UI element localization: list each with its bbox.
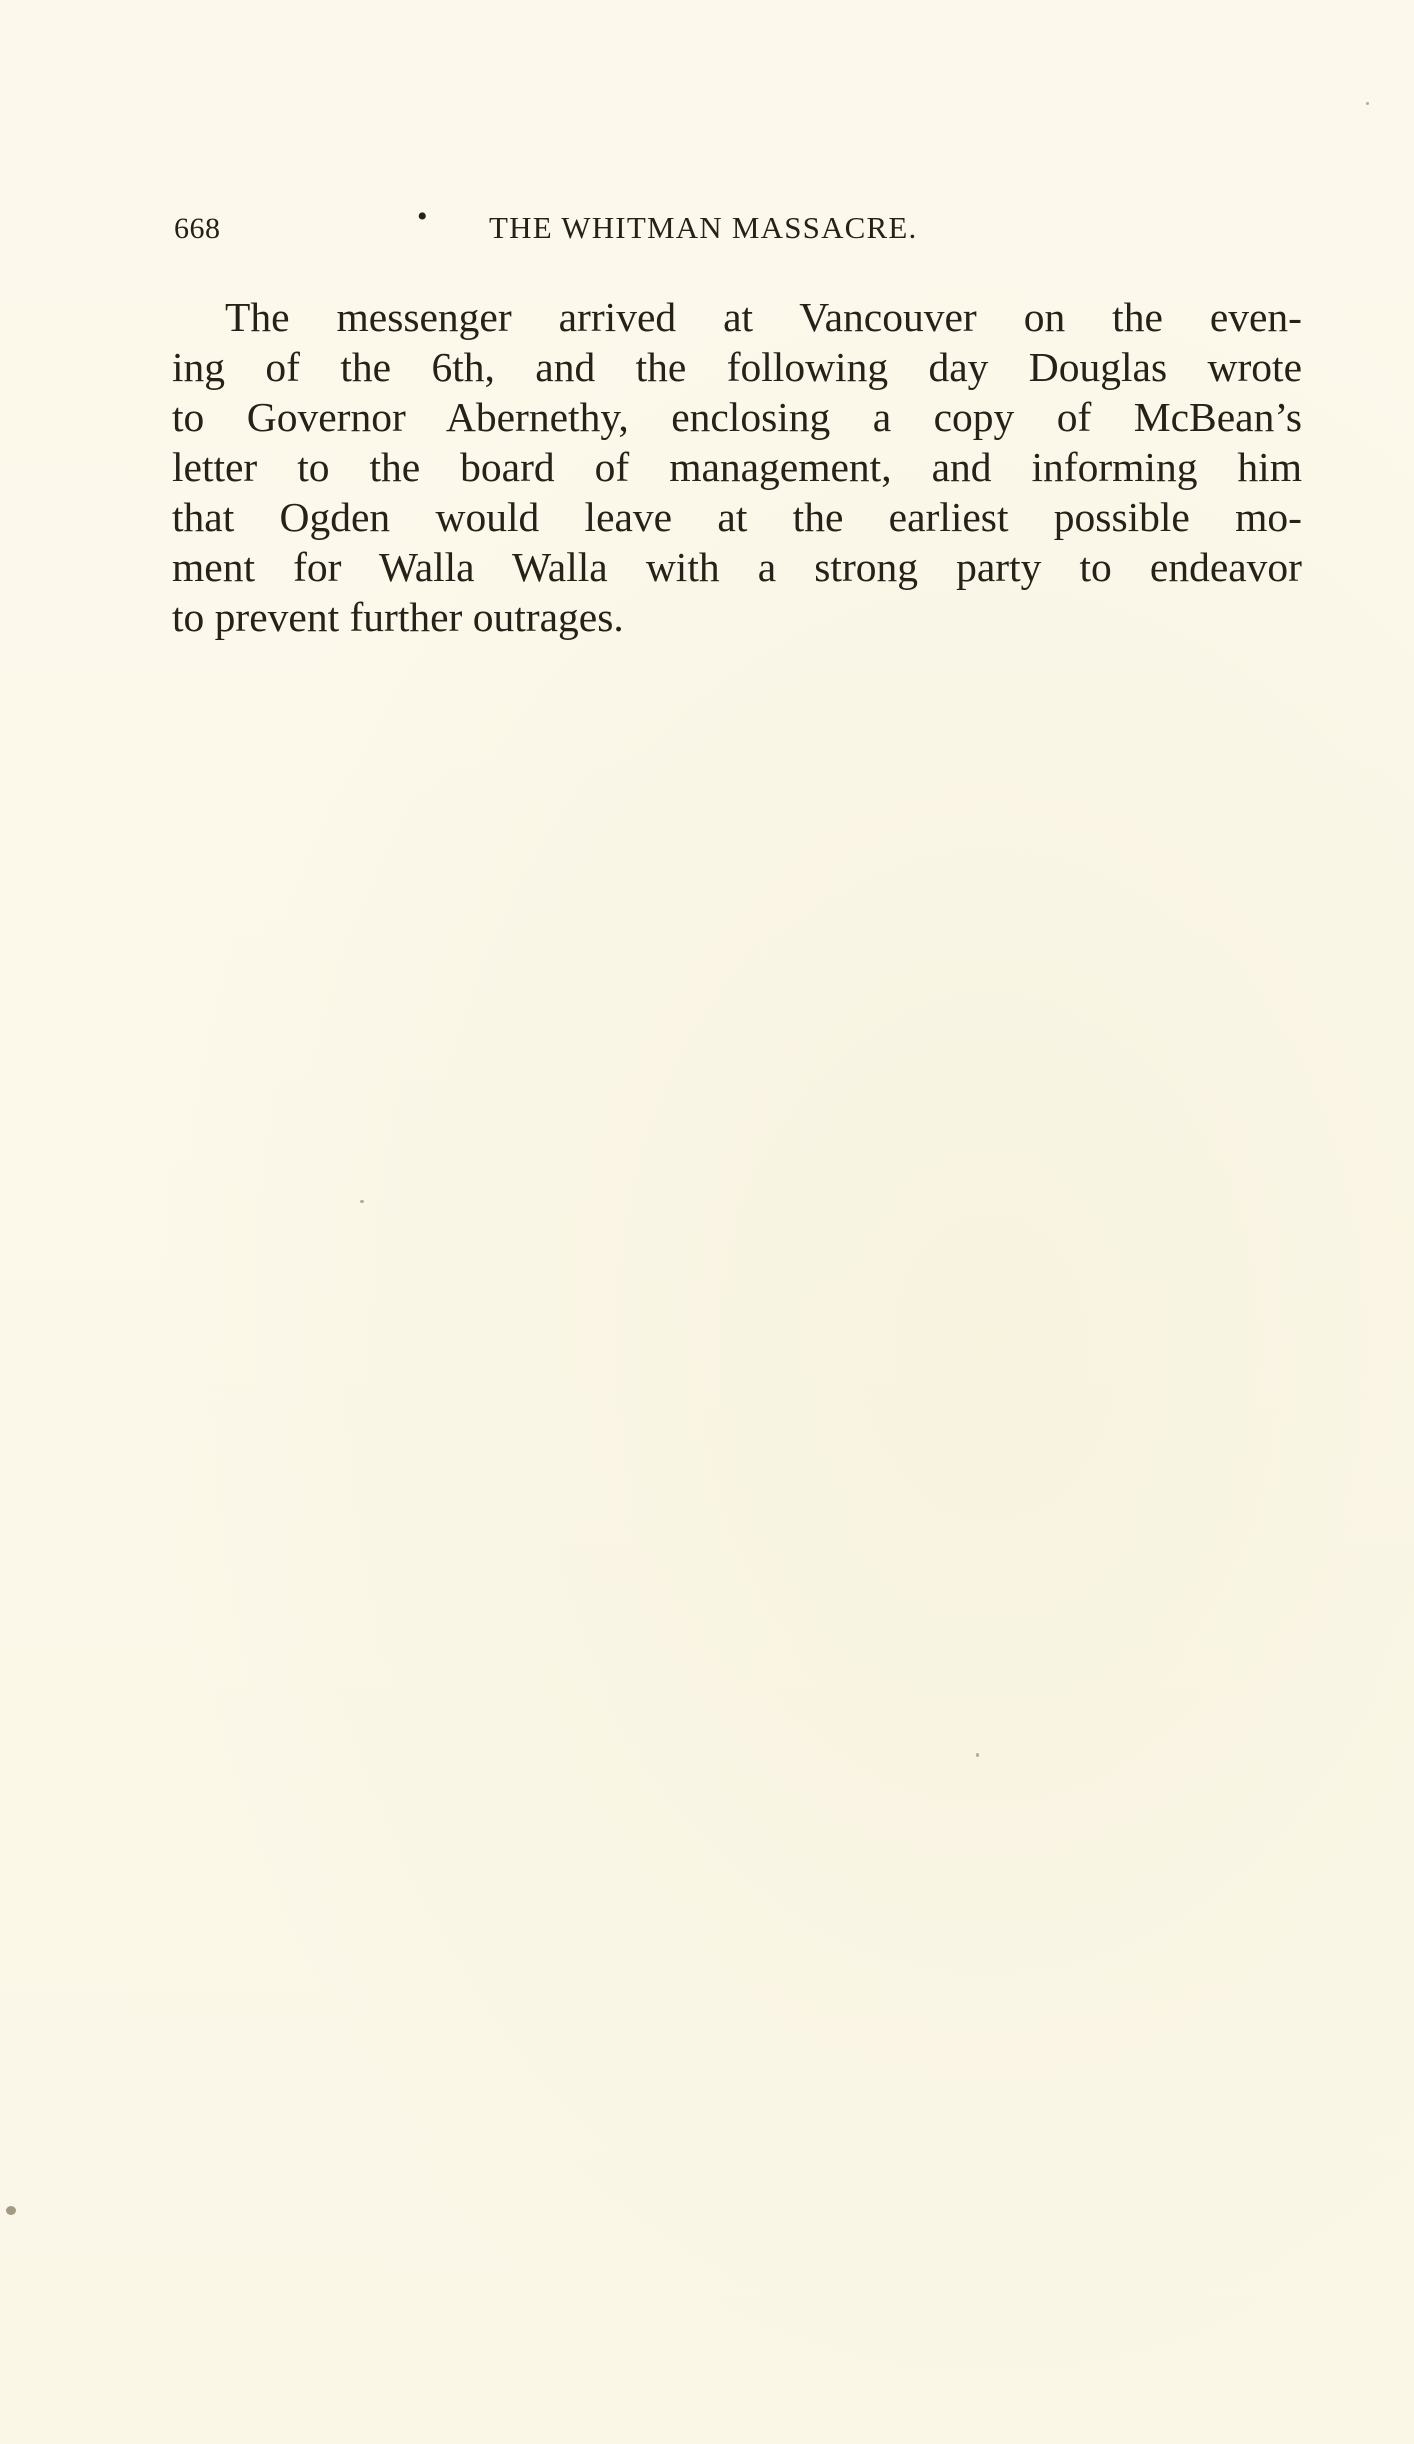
text-line: to prevent further outrages. <box>172 594 624 640</box>
running-head <box>174 200 1044 252</box>
paper-speck <box>1366 102 1369 105</box>
text-line: ment for Walla Walla with a strong party to endeavor <box>172 544 1302 590</box>
page-number: 668 <box>174 212 221 245</box>
paper-speck <box>6 2206 16 2215</box>
text-line: to Governor Abernethy, enclosing a copy of McBean’s <box>172 394 1302 440</box>
text-line: ing of the 6th, and the following day Douglas wrote <box>172 344 1302 390</box>
paragraph <box>172 292 1302 642</box>
paper-speck <box>360 1200 364 1203</box>
text-line: letter to the board of management, and informing him <box>172 444 1302 490</box>
text-line: that Ogden would leave at the earliest possible mo- <box>172 494 1302 540</box>
running-title: THE WHITMAN MASSACRE. <box>489 210 918 245</box>
header-dot: • <box>417 200 428 233</box>
paper-speck <box>976 1753 979 1757</box>
text-line: The messenger arrived at Vancouver on the even- <box>225 294 1302 340</box>
